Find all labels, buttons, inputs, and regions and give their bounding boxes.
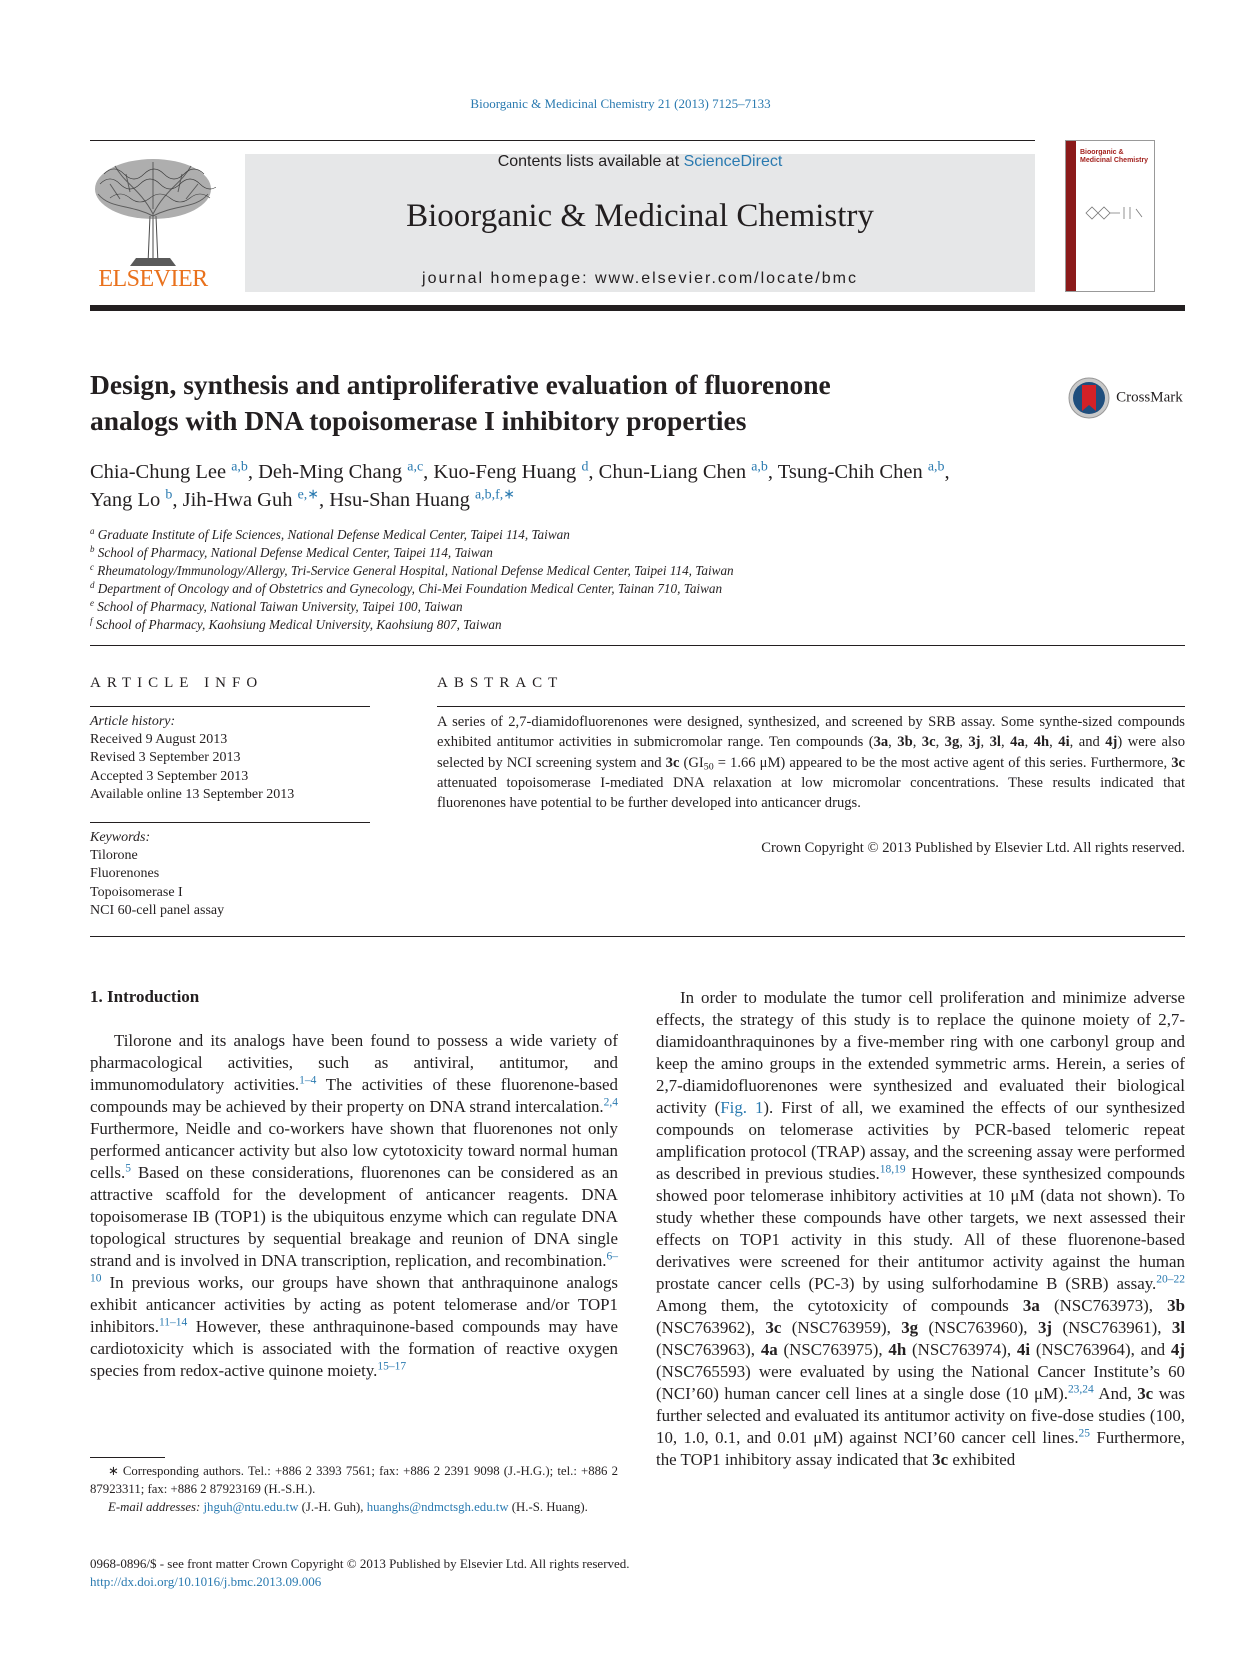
history-item: Accepted 3 September 2013 [90, 768, 249, 784]
article-info-rule [90, 706, 370, 707]
author-name: Hsu-Shan Huang [329, 489, 470, 511]
intro-column-1 [90, 1030, 618, 1382]
abstract-heading: ABSTRACT [437, 675, 564, 691]
affiliation-item: $^f$ School of Pharmacy, Kaohsiung Medical University, Kaohsiung 807, Taiwan [90, 616, 502, 632]
history-item: Received 9 August 2013 [90, 732, 228, 748]
doi-link[interactable]: http://dx.doi.org/10.1016/j.bmc.2013.09.006 [90, 1574, 322, 1589]
keywords-rule [90, 822, 370, 823]
intro-column-2 [656, 987, 1185, 1471]
author-name: Chun-Liang Chen [598, 461, 747, 483]
author-affil-mark[interactable]: a,b [231, 459, 248, 475]
history-label: Article history: [90, 714, 176, 729]
reference-link[interactable]: 20–22 [1156, 1273, 1185, 1286]
corresponding-authors: ∗ Corresponding authors. Tel.: +886 2 3393 7561; fax: +886 2 2391 9098 (J.-H.G.); tel.: +886 2 87923311; fax: +886 2 87923169 (H.-S.H.). [90, 1464, 618, 1496]
affiliation-item: $^b$ School of Pharmacy, National Defense Medical Center, Taipei 114, Taiwan [90, 544, 493, 560]
sciencedirect-link[interactable]: ScienceDirect [683, 153, 783, 170]
history-item: Available online 13 September 2013 [90, 786, 295, 802]
keyword-item: Fluorenones [90, 866, 160, 882]
keyword-item: Tilorone [90, 848, 138, 864]
email-link[interactable]: huanghs@ndmctsgh.edu.tw [366, 1500, 509, 1514]
header-rule [90, 140, 1035, 141]
author-affil-mark[interactable]: a,b,f,∗ [474, 487, 515, 503]
reference-link[interactable]: 23,24 [1067, 1383, 1094, 1396]
crossmark-label: CrossMark [1116, 389, 1183, 406]
keywords-label: Keywords: [90, 830, 151, 845]
journal-cover[interactable] [1065, 140, 1155, 292]
article-history [90, 713, 370, 804]
email-link[interactable]: jhguh@ntu.edu.tw [203, 1500, 299, 1514]
article-title [90, 367, 990, 439]
abstract-rule [437, 706, 1185, 707]
affiliation-item: $^e$ School of Pharmacy, National Taiwan University, Taipei 100, Taiwan [90, 598, 463, 614]
author-name: Jih-Hwa Guh [182, 489, 293, 511]
keyword-item: NCI 60-cell panel assay [90, 902, 225, 918]
article-title-line2: analogs with DNA topoisomerase I inhibitory properties [90, 405, 747, 436]
article-info-heading: ARTICLE INFO [90, 675, 264, 691]
reference-link[interactable]: 11–14 [158, 1316, 188, 1329]
section-heading: 1. Introduction [90, 987, 200, 1006]
author-line-2: Yang Lo $^b$, Jih-Hwa Guh $^{e,∗}$, Hsu-Shan Huang $^{a,b,f,∗}$ [90, 487, 515, 511]
reference-link[interactable]: 5 [125, 1162, 131, 1175]
affiliation-rule [90, 645, 1185, 646]
contents-line: Contents lists available at ScienceDirect [497, 153, 783, 170]
header-thick-rule [90, 305, 1185, 311]
cover-title: Bioorganic & Medicinal Chemistry [1080, 149, 1149, 164]
affiliation-item: $^c$ Rheumatology/Immunology/Allergy, Tri-Service General Hospital, National Defense Medical Center, Taipei 114, Taiwan [90, 562, 734, 578]
front-matter-rule [90, 936, 1185, 937]
reference-link[interactable]: 15–17 [377, 1360, 407, 1373]
keywords [90, 829, 370, 920]
affiliation-list [90, 526, 1090, 634]
email-addresses: E-mail addresses: jhguh@ntu.edu.tw (J.-H. Guh), huanghs@ndmctsgh.edu.tw (H.-S. Huang). [108, 1500, 588, 1514]
affiliation-item: $^a$ Graduate Institute of Life Sciences, National Defense Medical Center, Taipei 114, Taiwan [90, 526, 570, 542]
author-name: Deh-Ming Chang [258, 461, 403, 483]
reference-link[interactable]: 2,4 [603, 1096, 618, 1109]
corresponding-footnote [90, 1462, 618, 1516]
reference-link[interactable]: 25 [1078, 1427, 1091, 1440]
author-name: Chia-Chung Lee [90, 461, 227, 483]
reference-link[interactable]: 6–10 [90, 1250, 618, 1285]
author-name: Yang Lo [90, 489, 161, 511]
author-name: Tsung-Chih Chen [777, 461, 923, 483]
affiliation-item: $^d$ Department of Oncology and of Obstetrics and Gynecology, Chi-Mei Foundation Medical Center, Tainan 710, Taiwan [90, 580, 723, 596]
intro-paragraph: Tilorone and its analogs have been found to possess a wide variety of pharmacological activities, such as antiviral, antitumor, and immunomodulatory activities.$^{1-4}$ The activities of these fluorenone-based compounds may be achieved by their property on DNA strand intercalation.$^{2,4}$ Furthermore, Neidle and co-workers have shown that fluorenones not only performed anticancer activity but also low cytotoxicity toward normal human cells.$^5$ Based on these considerations, fluorenones can be considered as an attractive scaffold for the development of anticancer reagents. DNA topoisomerase IB (TOP1) is the ubiquitous enzyme which can regulate DNA topological structures by sequential breakage and reunion of DNA single strand and is involved in DNA transcription, replication, and recombination.$^{6-10}$ In previous works, our groups have shown that anthraquinone analogs exhibit anticancer activities by acting as potent telomerase and/or TOP1 inhibitors.$^{11-14}$ However, these anthraquinone-based compounds may have cardiotoxicity which is associated with the formation of reactive oxygen species from redox-active quinone moiety.$^{15-17}$ [90, 1031, 618, 1380]
crossmark-badge[interactable] [1067, 376, 1183, 420]
author-affil-mark[interactable]: a,c [407, 459, 424, 475]
history-item: Revised 3 September 2013 [90, 750, 241, 766]
reference-link[interactable]: 18,19 [879, 1163, 906, 1176]
author-affil-mark[interactable]: d [581, 459, 589, 475]
journal-citation[interactable]: Bioorganic & Medicinal Chemistry 21 (2013) 7125–7133 [470, 96, 771, 111]
journal-name: Bioorganic & Medicinal Chemistry [406, 198, 874, 234]
footnote-rule [90, 1457, 165, 1458]
author-list [90, 458, 1185, 514]
author-affil-mark[interactable]: b [165, 487, 173, 503]
author-affil-mark[interactable]: a,b [751, 459, 768, 475]
intro-paragraph: In order to modulate the tumor cell proliferation and minimize adverse effects, the strategy of this study is to replace the quinone moiety of 2,7-diamidoanthraquinones by a five-member ring with one carbonyl group and keep the amino groups in the extended symmetric arms. Herein, a series of 2,7-diamidofluorenones were synthesized and evaluated their biological activity (Fig. 1). First of all, we examined the effects of our synthesized compounds on telomerase activities by PCR-based telomeric repeat amplification protocol (TRAP) assay, and the screening assay were performed as described in previous studies.$^{18,19}$ However, these synthesized compounds showed poor telomerase inhibitory activities at 10 μM (data not shown). To study whether these compounds have other targets, we next assessed their effects on TOP1 activity in this study. All of these fluorenone-based derivatives were screened for their antitumor activity against the human prostate cancer cells (PC-3) by using sulforhodamine B (SRB) assay.$^{20-22}$ Among them, the cytotoxicity of compounds 3a (NSC763973), 3b (NSC763962), 3c (NSC763959), 3g (NSC763960), 3j (NSC763961), 3l (NSC763963), 4a (NSC763975), 4h (NSC763974), 4i (NSC763964), and 4j (NSC765593) were evaluated by using the National Cancer Institute’s 60 (NCI’60) human cancer cell lines at a single dose (10 μM).$^{23,24}$ And, 3c was further selected and evaluated its antitumor activity on five-dose studies (100, 10, 1.0, 0.1, and 0.01 μM) against NCI’60 cancer cell lines.$^{25}$ Furthermore, the TOP1 inhibitory assay indicated that 3c exhibited [656, 988, 1186, 1469]
keyword-item: Topoisomerase I [90, 884, 183, 900]
author-affil-mark[interactable]: a,b [927, 459, 945, 475]
page-footer [90, 1555, 890, 1591]
issn-line: 0968-0896/$ - see front matter Crown Copyright © 2013 Published by Elsevier Ltd. All rights reserved. [90, 1556, 630, 1571]
article-title-line1: Design, synthesis and antiproliferative evaluation of fluorenone [90, 369, 831, 400]
crossmark-icon [1067, 376, 1111, 420]
author-name: Kuo-Feng Huang [433, 461, 577, 483]
tree-icon [90, 154, 216, 266]
journal-homepage[interactable]: journal homepage: www.elsevier.com/locate/bmc [422, 270, 858, 287]
cover-molecule-icon [1080, 201, 1148, 225]
figure-link[interactable]: Fig. 1 [720, 1098, 764, 1117]
author-line-1: Chia-Chung Lee $^{a,b}$, Deh-Ming Chang $^{a,c}$, Kuo-Feng Huang $^d$, Chun-Liang Chen $^{a,b}$, Tsung-Chih Chen $^{a,b}$, [90, 459, 950, 483]
elsevier-wordmark: ELSEVIER [98, 266, 208, 292]
author-affil-mark[interactable]: e,∗ [297, 487, 319, 503]
abstract-text: A series of 2,7-diamidofluorenones were designed, synthesized, and screened by SRB assay. Some synthe-sized compounds exhibited antitumor activities in submicromolar range. Ten compounds (3a, 3b, 3c, 3g, 3j, 3l, 4a, 4h, 4i, and 4j) were also selected by NCI screening system and 3c ($GI_{50} = 1.66$ μM) appeared to be the most active agent of this series. Furthermore, 3c attenuated topoisomerase I-mediated DNA relaxation at low micromolar concentrations. These results indicated that fluorenones have potential to be further developed into anticancer drugs. [437, 714, 1186, 812]
abstract-copyright: Crown Copyright © 2013 Published by Elsevier Ltd. All rights reserved. [761, 840, 1185, 856]
reference-link[interactable]: 1–4 [299, 1074, 317, 1087]
